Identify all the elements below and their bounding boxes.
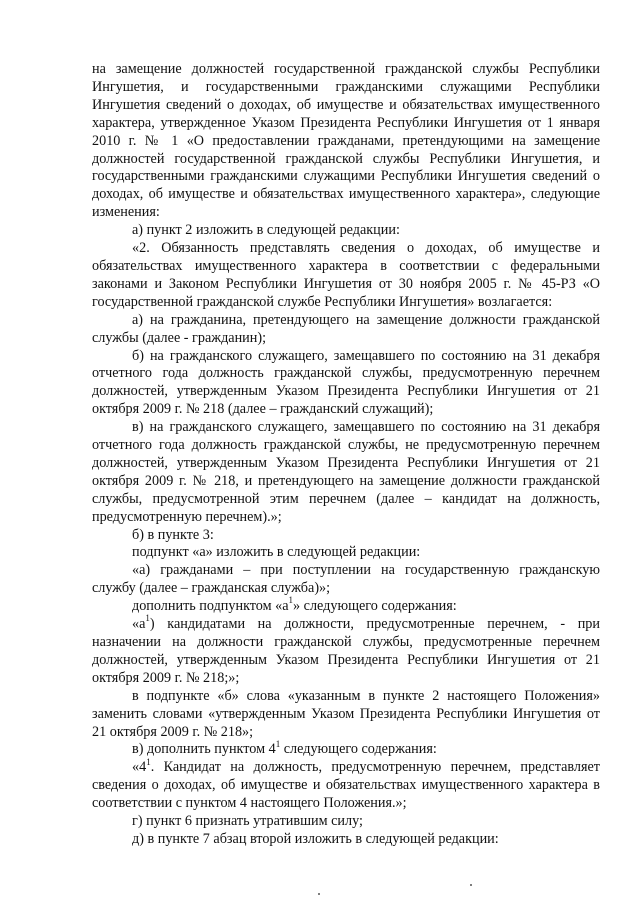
paragraph-text: «4: [132, 759, 147, 776]
paragraph-text: в подпункте «б» слова «указанным в пункте 2 настоящего Положения» заменить словами «утвержденным Указом Президента Республики Ингушетия от 21 октября 2009 г. № 218»;: [92, 687, 600, 740]
paragraph-text: «а) гражданами – при поступлении на государственную гражданскую службу (далее – гражданская служба)»;: [92, 562, 600, 597]
paragraph-p12: [92, 688, 600, 742]
paragraph-text: д) в пункте 7 абзац второй изложить в следующей редакции:: [132, 830, 499, 847]
paragraph-text: а) на гражданина, претендующего на замещение должности гражданской службы (далее - гражданин);: [92, 311, 600, 346]
document-body: [92, 61, 600, 849]
paragraph-p13: [92, 738, 600, 759]
paragraph-text: в) на гражданского служащего, замещавшего по состоянию на 31 декабря отчетного года должность гражданской службы, не предусмотренную перечнем должностей, утвержденным Указом Президента Республики Ингушетия от 21 октября 2009 г. № 218, и претендующего на замещение должности гражданской службы, предусмотренной этим перечнем (далее – кандидат на должность, предусмотренную перечнем).»;: [92, 419, 600, 525]
paragraph-text: в) дополнить пунктом 4: [132, 741, 276, 758]
superscript-index: 1: [275, 738, 281, 749]
paragraph-text: на замещение должностей государственной гражданской службы Республики Ингушетия, и государственными гражданскими служащими Республики Ингушетия сведений о доходах, об имуществе и обязательствах имущественного характера, утвержденное Указом Президента Республики Ингушетия от 1 января 2010 г. № 1 «О предоставлении гражданами, претендующими на замещение должностей государственной гражданской службы Республики Ингушетия, и государственными гражданскими служащими Республики Ингушетия сведений о доходах, об имуществе и обязательствах имущественного характера», следующие изменения:: [92, 61, 600, 221]
paragraph-text: ) кандидатами на должности, предусмотренные перечнем, - при назначении на должности гражданской службы, предусмотренные перечнем должностей, утвержденным Указом Президента Республики Ингушетия от 21 октября 2009 г. № 218;»;: [92, 616, 600, 686]
superscript-index: 1: [146, 756, 151, 767]
paragraph-text: б) в пункте 3:: [132, 526, 214, 543]
paragraph-text: «2. Обязанность представлять сведения о доходах, об имуществе и обязательствах имущественного характера в соответствии с федеральными законами и Законом Республики Ингушетия от 30 ноября 2005 г. № 45-РЗ «О государственной гражданской службе Республики Ингушетия» возлагается:: [92, 240, 600, 310]
paragraph-p15: [92, 813, 600, 831]
paragraph-text: а) пункт 2 изложить в следующей редакции:: [132, 222, 400, 239]
paragraph-text: «а: [132, 616, 146, 633]
paragraph-text: г) пункт 6 признать утратившим силу;: [132, 813, 363, 830]
paragraph-p14: [92, 756, 600, 813]
paragraph-p05: [92, 348, 600, 420]
paragraph-p08: [92, 544, 600, 562]
superscript-index: 1: [288, 595, 294, 606]
paragraph-p02: [92, 222, 600, 240]
scan-speck: [318, 893, 320, 895]
paragraph-text: б) на гражданского служащего, замещавшего по состоянию на 31 декабря отчетного года должность гражданской службы, предусмотренную перечнем должностей, утвержденным Указом Президента Республики Ингушетия от 21 октября 2009 г. № 218 (далее – гражданский служащий);: [92, 347, 600, 418]
paragraph-p10: [92, 595, 600, 616]
paragraph-p01: [92, 61, 600, 222]
paragraph-p04: [92, 312, 600, 348]
paragraph-p16: [92, 831, 600, 849]
paragraph-p06: [92, 419, 600, 526]
paragraph-text: дополнить подпунктом «а: [132, 598, 289, 615]
paragraph-text: подпункт «а» изложить в следующей редакции:: [132, 544, 421, 561]
paragraph-text: следующего содержания:: [280, 741, 437, 758]
paragraph-p09: [92, 562, 600, 598]
paragraph-p07: [92, 527, 600, 545]
paragraph-p11: [92, 613, 600, 688]
superscript-index: 1: [145, 613, 150, 624]
paragraph-text: » следующего содержания:: [293, 598, 457, 615]
scan-speck: [470, 884, 472, 886]
paragraph-p03: [92, 240, 600, 312]
paragraph-text: . Кандидат на должность, предусмотренную перечнем, представляет сведения о доходах, об имуществе и обязательствах имущественного характера в соответствии с пунктом 4 настоящего Положения.»;: [92, 759, 600, 812]
